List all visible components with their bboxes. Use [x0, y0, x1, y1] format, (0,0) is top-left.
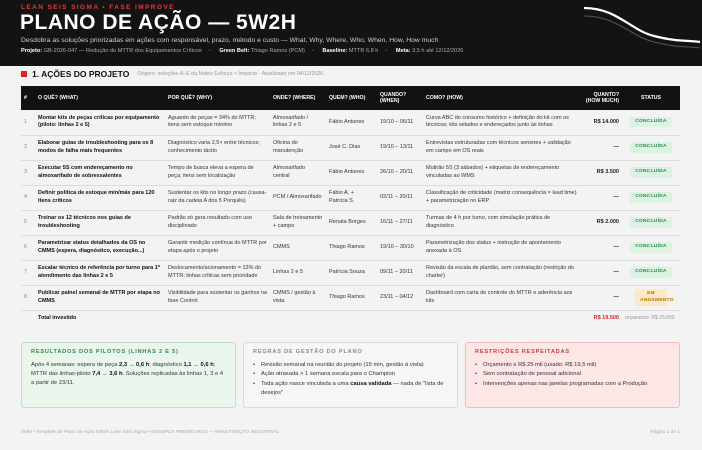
action-where: Linhas 2 e 5 — [270, 260, 326, 285]
action-who: Renata Borges — [326, 210, 377, 235]
total-row — [21, 310, 680, 326]
rule-text-bold: causa validada — [350, 380, 392, 387]
table-row — [21, 235, 680, 260]
eyebrow: LEAN SEIS SIGMA • FASE IMPROVE — [21, 4, 175, 11]
row-number: 1 — [21, 110, 35, 135]
status-badge: CONCLUÍDA — [630, 117, 671, 127]
total-value: R$ 19.500 — [593, 314, 619, 321]
action-what: Treinar os 12 técnicos nos guias de troubleshooting — [35, 210, 165, 235]
section-title: 1. AÇÕES DO PROJETO — [32, 69, 130, 79]
action-where: Almoxarifado central — [270, 160, 326, 185]
status-cell — [622, 110, 680, 135]
meta-project-label: Projeto: — [21, 48, 43, 54]
pilot-value-mttr: 7,4 → 3,6 h — [92, 370, 123, 377]
status-badge: CONCLUÍDA — [630, 217, 671, 227]
status-cell — [622, 210, 680, 235]
col-when-header: QUANDO? (WHEN) — [377, 86, 423, 110]
action-where: Oficina de manutenção — [270, 135, 326, 160]
rule-item: • Revisão semanal na reunião do projeto (15 min, gestão à vista) — [253, 361, 448, 370]
management-rules-title: REGRAS DE GESTÃO DO PLANO — [253, 349, 363, 355]
action-cost: — — [581, 235, 622, 260]
action-who: Fábio A. + Patrícia S. — [326, 185, 377, 210]
section-marker — [21, 71, 27, 77]
action-who: Fábio Antunes — [326, 110, 377, 135]
footer-left: Vetto • Template de Plano de Ação 5W2H Lean Seis Sigma • EXEMPLO PREENCHIDO — MANUTENÇÃO INDUSTRIAL — [21, 430, 280, 435]
action-when: 16/11 – 27/11 — [377, 210, 423, 235]
page-header — [0, 0, 702, 66]
pilot-text-3: ; MTTR das linhas-piloto — [31, 362, 216, 377]
project-meta: Projeto: GB-2026-047 — Redução do MTTR dos Equipamentos Críticos • Green Belt: Thiago Ramos (PCM) • Baseline: MTTR 6,8 h • Meta: 3,5 h até 12/12/2026 — [21, 48, 464, 54]
table-row — [21, 260, 680, 285]
pilot-results-card — [21, 342, 236, 408]
action-what: Definir política de estoque min/máx para 120 itens críticos — [35, 185, 165, 210]
action-where: Almoxarifado / linhas 2 e 5 — [270, 110, 326, 135]
action-cost: R$ 3.500 — [581, 160, 622, 185]
action-where: Sala de treinamento + campo — [270, 210, 326, 235]
action-who: Fábio Antunes — [326, 160, 377, 185]
row-number: 2 — [21, 135, 35, 160]
action-who: Thiago Ramos — [326, 235, 377, 260]
status-badge: CONCLUÍDA — [630, 192, 671, 202]
row-number: 5 — [21, 210, 35, 235]
action-cost: — — [581, 260, 622, 285]
status-badge: CONCLUÍDA — [630, 267, 671, 277]
status-cell — [622, 260, 680, 285]
col-how-header: COMO? (HOW) — [423, 86, 581, 110]
meta-project-value: GB-2026-047 — Redução do MTTR dos Equipamentos Críticos — [43, 48, 202, 54]
action-why: Sustentar os kits no longo prazo (causa-raiz da cadeia A dos 5 Porquês) — [165, 185, 270, 210]
action-why: Garantir medição contínua do MTTR por etapa após o projeto — [165, 235, 270, 260]
action-what: Montar kits de peças críticas por equipamento (piloto: linhas 2 e 5) — [35, 110, 165, 135]
col-where-header: ONDE? (WHERE) — [270, 86, 326, 110]
constraints-card — [465, 342, 680, 408]
row-number: 8 — [21, 285, 35, 310]
action-when: 02/11 – 20/11 — [377, 185, 423, 210]
total-budget: orçamento: R$ 25.000 — [625, 315, 675, 322]
action-why: Tempo de busca eleva a espera de peça; itens sem localização — [165, 160, 270, 185]
action-what: Parametrizar status detalhados da OS no CMMS (espera, diagnóstico, execução...) — [35, 235, 165, 260]
meta-greenbelt-label: Green Belt: — [219, 48, 250, 54]
section-subtitle: Origem: soluções A–E da Matriz Esforço × Impacto · Atualizado em 04/12/2026 — [137, 71, 324, 77]
table-row — [21, 160, 680, 185]
pilot-text-2: ; diagnóstico — [149, 362, 184, 368]
row-number: 3 — [21, 160, 35, 185]
action-how: Classificação de criticidade (matriz consequência × lead time) + parametrização no ERP — [423, 185, 581, 210]
table-row — [21, 185, 680, 210]
table-row — [21, 210, 680, 235]
table-row — [21, 110, 680, 135]
action-why: Deslocamento/acionamento = 13% do MTTR; linhas críticas sem prioridade — [165, 260, 270, 285]
action-where: CMMS — [270, 235, 326, 260]
page-number: Página 1 de 1 — [650, 430, 680, 435]
action-when: 23/11 – 04/12 — [377, 285, 423, 310]
action-cost: — — [581, 285, 622, 310]
action-where: CMMS / gestão à vista — [270, 285, 326, 310]
action-when: 19/10 – 13/11 — [377, 135, 423, 160]
action-why: Aguardo de peças = 34% do MTTR; itens sem estoque mínimo — [165, 110, 270, 135]
action-when: 09/11 – 20/11 — [377, 260, 423, 285]
rule-text-pre: Toda ação nasce vinculada a uma — [261, 380, 351, 387]
action-who: Thiago Ramos — [326, 285, 377, 310]
page-footer — [21, 430, 680, 435]
action-how: Revisão da escala de plantão, sem contratação (restrição do charter) — [423, 260, 581, 285]
row-number: 4 — [21, 185, 35, 210]
action-why: Padrão só gera resultado com uso disciplinado — [165, 210, 270, 235]
status-cell — [622, 185, 680, 210]
action-what: Executar 5S com endereçamento no almoxarifado de sobressalentes — [35, 160, 165, 185]
action-how: Dashboard com carta de controle do MTTR e aderência aos kits — [423, 285, 581, 310]
action-how: Parametrização dos status + instrução de apontamento anexada à OS — [423, 235, 581, 260]
constraint-item: • Orçamento ≤ R$ 25 mil (usado: R$ 19,5 mil) — [475, 361, 670, 370]
constraint-item: • Sem contratação de pessoal adicional — [475, 370, 670, 379]
page-subtitle: Desdobra as soluções priorizadas em ações com responsável, prazo, método e custo — What, Why, Where, Who, When, How, How much — [21, 37, 439, 44]
meta-goal-label: Meta: — [395, 48, 411, 54]
table-header-row — [21, 86, 680, 110]
col-what-header: O QUÊ? (WHAT) — [35, 86, 165, 110]
action-who: José C. Dias — [326, 135, 377, 160]
pilot-value-diagnosis: 1,1 → 0,6 h — [183, 362, 214, 368]
action-cost: R$ 14.000 — [581, 110, 622, 135]
management-rules-card — [243, 342, 458, 408]
meta-baseline-value: MTTR 6,8 h — [348, 48, 379, 54]
status-badge: EM ANDAMENTO — [635, 289, 667, 305]
row-number: 7 — [21, 260, 35, 285]
action-how: Curva ABC do consumo histórico + definição do kit com os técnicos; kits selados e endereçados junto às linhas — [423, 110, 581, 135]
meta-greenbelt-value: Thiago Ramos (PCM) — [250, 48, 305, 54]
status-cell — [622, 285, 680, 310]
col-why-header: POR QUÊ? (WHY) — [165, 86, 270, 110]
action-who: Patrícia Souza — [326, 260, 377, 285]
pilot-value-parts: 2,3 → 0,6 h — [118, 362, 150, 368]
action-cost: R$ 2.000 — [581, 210, 622, 235]
action-why: Visibilidade para sustentar os ganhos na fase Control — [165, 285, 270, 310]
rule-item — [253, 380, 448, 399]
rule-item: • Ação atrasada > 1 semana escala para o Champion — [253, 370, 448, 379]
pilot-results-text — [31, 361, 226, 388]
decorative-curve — [582, 0, 702, 66]
action-how: Entrevistas estruturadas com técnicos seniores + validação em campo em OS reais — [423, 135, 581, 160]
action-how: Turmas de 4 h por turno, com simulação prática de diagnóstico — [423, 210, 581, 235]
pilot-results-title: RESULTADOS DOS PILOTOS (LINHAS 2 E 5) — [31, 349, 179, 355]
action-when: 19/10 – 06/11 — [377, 110, 423, 135]
constraints-list — [475, 361, 670, 389]
action-when: 26/10 – 20/11 — [377, 160, 423, 185]
pilot-text-4: . Soluções replicadas às linhas 1, 3 e 4 a partir de 23/11. — [31, 370, 224, 386]
section-heading — [21, 69, 323, 79]
status-badge: CONCLUÍDA — [630, 142, 671, 152]
status-badge: CONCLUÍDA — [630, 242, 671, 252]
action-what: Escalar técnico de referência por turno para 1º atendimento das linhas 2 e 5 — [35, 260, 165, 285]
status-cell — [622, 135, 680, 160]
action-what: Publicar painel semanal de MTTR por etapa no CMMS — [35, 285, 165, 310]
rule-text-post: — nada de "lista de desejos" — [261, 380, 444, 396]
table-row — [21, 135, 680, 160]
meta-baseline-label: Baseline: — [322, 48, 348, 54]
status-cell — [622, 235, 680, 260]
constraints-title: RESTRIÇÕES RESPEITADAS — [475, 349, 570, 355]
meta-goal-value: 3,5 h até 12/12/2026 — [412, 48, 464, 54]
constraint-item: • Intervenções apenas nas janelas programadas com a Produção — [475, 380, 670, 389]
action-where: PCM / Almoxarifado — [270, 185, 326, 210]
status-badge: CONCLUÍDA — [630, 167, 671, 177]
col-howmuch-header: QUANTO? (HOW MUCH) — [581, 86, 622, 110]
action-cost: — — [581, 135, 622, 160]
action-cost: — — [581, 185, 622, 210]
status-cell — [622, 160, 680, 185]
total-label: Total investido — [38, 314, 77, 321]
management-rules-list — [253, 361, 448, 398]
action-when: 19/10 – 30/10 — [377, 235, 423, 260]
table-row — [21, 285, 680, 310]
action-why: Diagnóstico varia 2,5× entre técnicos; conhecimento tácito — [165, 135, 270, 160]
row-number: 6 — [21, 235, 35, 260]
action-what: Elaborar guias de troubleshooting para os 8 modos de falha mais frequentes — [35, 135, 165, 160]
col-num-header: # — [21, 86, 35, 110]
action-table — [21, 86, 680, 326]
pilot-text-1: Após 4 semanas: espera de peça — [31, 362, 119, 368]
action-how: Mutirão 5S (3 sábados) + etiquetas de endereçamento vinculadas ao WMS — [423, 160, 581, 185]
col-status-header: STATUS — [622, 86, 680, 110]
col-who-header: QUEM? (WHO) — [326, 86, 377, 110]
page-title: PLANO DE AÇÃO — 5W2H — [20, 11, 297, 34]
